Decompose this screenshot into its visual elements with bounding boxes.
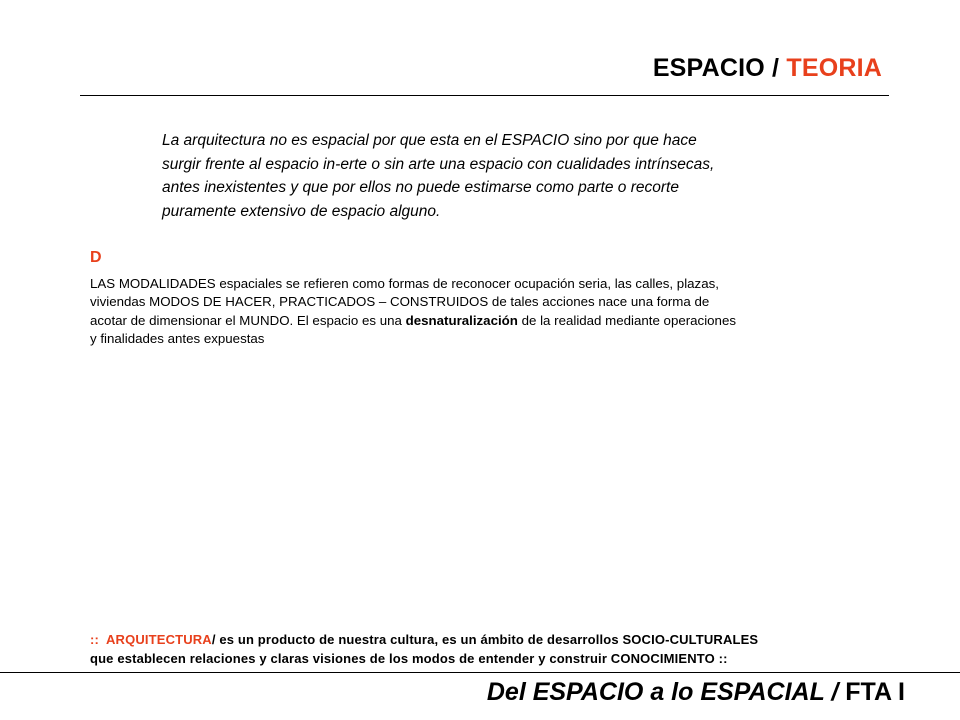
paragraph-line: LAS MODALIDADES espaciales se refieren como formas de reconocer ocupación seria, las calles, plazas, <box>90 276 719 291</box>
paragraph-line: viviendas MODOS DE HACER, PRACTICADOS – CONSTRUIDOS de tales acciones nace una forma de <box>90 294 710 310</box>
footer-note-line: que establecen relaciones y claras visiones de los modos de entender y construir CONOCIMIENTO :: <box>90 651 728 666</box>
quote-line: La arquitectura no es espacial por que esta en el ESPACIO sino por que hace <box>162 132 697 149</box>
footer-title-plain: FTA I <box>845 678 905 706</box>
paragraph-line <box>90 312 736 330</box>
title-accent: TEORIA <box>786 54 882 82</box>
body-paragraph <box>90 275 736 348</box>
header-divider <box>80 95 889 96</box>
quote-line: puramente extensivo de espacio alguno. <box>162 202 441 220</box>
footer-note-text: / es un producto de nuestra cultura, es un ámbito de desarrollos SOCIO-CULTURALES <box>211 632 759 647</box>
slide-title <box>653 54 882 83</box>
footer-note <box>90 630 758 668</box>
footer-title <box>487 678 905 707</box>
footer-note-accent: ARQUITECTURA <box>106 632 212 647</box>
paragraph-text: de la realidad mediante operaciones <box>517 312 736 328</box>
paragraph-text: acotar de dimensionar el MUNDO. El espacio es una <box>90 312 406 328</box>
footer-note-prefix: :: <box>90 632 99 647</box>
footer-title-italic: Del ESPACIO a lo ESPACIAL / <box>486 678 839 706</box>
paragraph-line: y finalidades antes expuestas <box>90 330 265 346</box>
title-main: ESPACIO / <box>652 54 780 82</box>
footer-note-line <box>90 630 758 649</box>
quote-line: surgir frente al espacio in-erte o sin arte una espacio con cualidades intrínsecas, <box>162 155 715 173</box>
section-letter: D <box>90 249 102 266</box>
footer-divider <box>0 672 960 673</box>
quote-block <box>162 129 862 223</box>
emphasis-term: desnaturalización <box>405 312 518 328</box>
quote-line: antes inexistentes y que por ellos no puede estimarse como parte o recorte <box>162 179 679 196</box>
